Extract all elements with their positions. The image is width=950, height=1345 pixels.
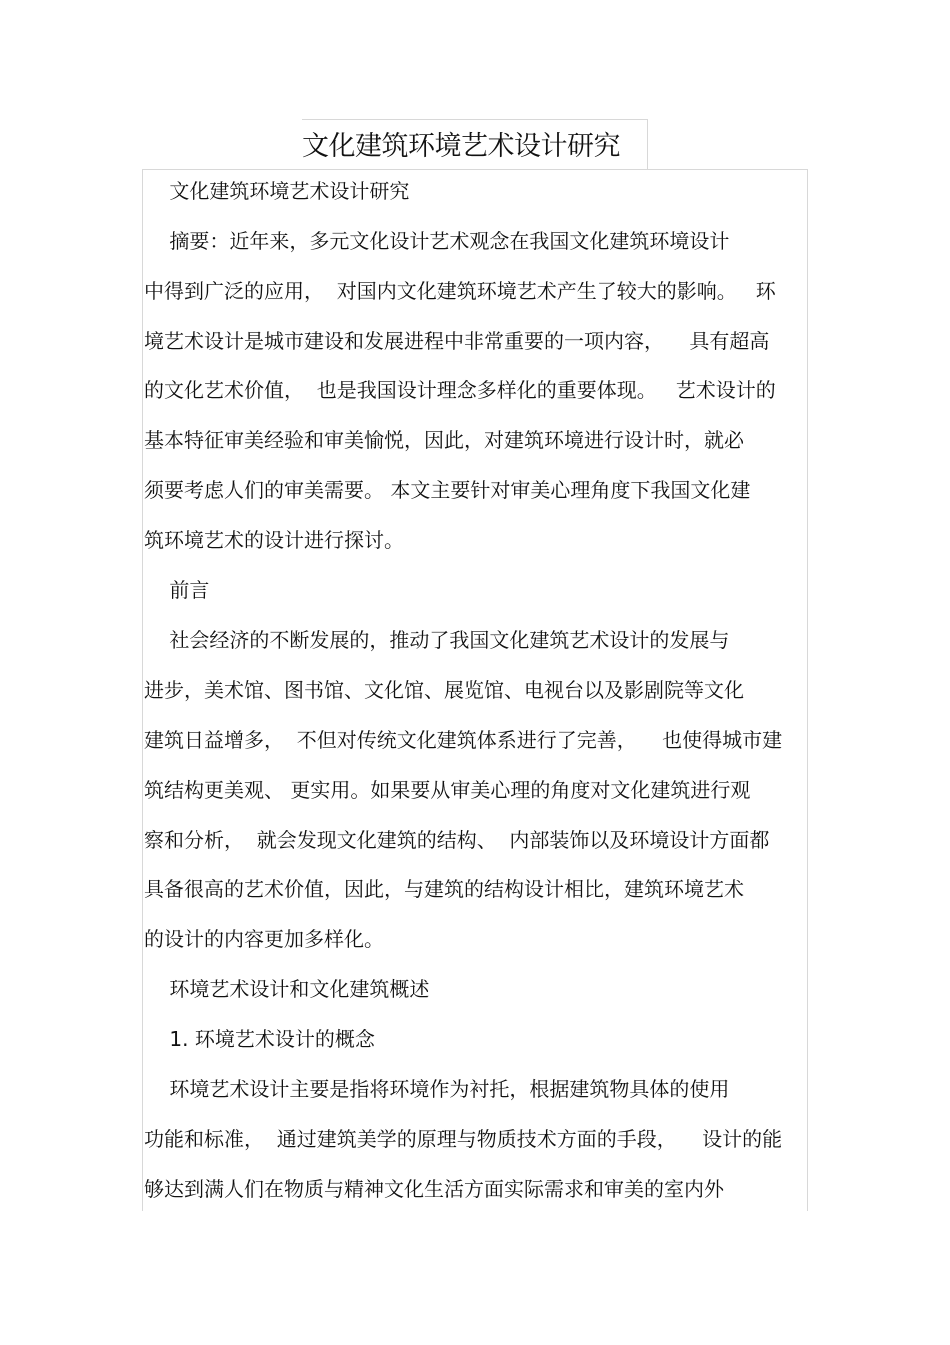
text-line: 具备很高的艺术价值，因此，与建筑的结构设计相比，建筑环境艺术 — [144, 877, 744, 901]
text-line: 筑结构更美观、 更实用。如果要从审美心理的角度对文化建筑进行观 — [144, 778, 751, 802]
subsection-heading: 1. 环境艺术设计的概念 — [144, 1027, 375, 1051]
text-line: 中得到广泛的应用， 对国内文化建筑环境艺术产生了较大的影响。 环 — [144, 279, 776, 303]
text-line: 摘要：近年来，多元文化设计艺术观念在我国文化建筑环境设计 — [144, 229, 730, 253]
text-line: 须要考虑人们的审美需要。 本文主要针对审美心理角度下我国文化建 — [144, 478, 751, 502]
text-line: 的设计的内容更加多样化。 — [144, 927, 384, 951]
text-line: 进步，美术馆、图书馆、文化馆、展览馆、电视台以及影剧院等文化 — [144, 678, 744, 702]
text-line: 功能和标准， 通过建筑美学的原理与物质技术方面的手段， 设计的能 — [144, 1127, 783, 1151]
text-line: 建筑日益增多， 不但对传统文化建筑体系进行了完善， 也使得城市建 — [144, 728, 783, 752]
text-line: 够达到满人们在物质与精神文化生活方面实际需求和审美的室内外 — [144, 1177, 724, 1201]
text-line: 察和分析， 就会发现文化建筑的结构、 内部装饰以及环境设计方面都 — [144, 828, 770, 852]
text-line: 基本特征审美经验和审美愉悦，因此，对建筑环境进行设计时，就必 — [144, 428, 744, 452]
section-heading: 前言 — [144, 578, 210, 602]
text-line: 筑环境艺术的设计进行探讨。 — [144, 528, 404, 552]
section-heading: 环境艺术设计和文化建筑概述 — [144, 977, 430, 1001]
text-line: 的文化艺术价值， 也是我国设计理念多样化的重要体现。 艺术设计的 — [144, 378, 776, 402]
text-line: 境艺术设计是城市建设和发展进程中非常重要的一项内容， 具有超高 — [144, 329, 770, 353]
text-line: 环境艺术设计主要是指将环境作为衬托，根据建筑物具体的使用 — [144, 1077, 730, 1101]
text-line: 文化建筑环境艺术设计研究 — [144, 179, 410, 203]
document-title: 文化建筑环境艺术设计研究 — [302, 131, 620, 162]
text-line: 社会经济的不断发展的，推动了我国文化建筑艺术设计的发展与 — [144, 628, 730, 652]
